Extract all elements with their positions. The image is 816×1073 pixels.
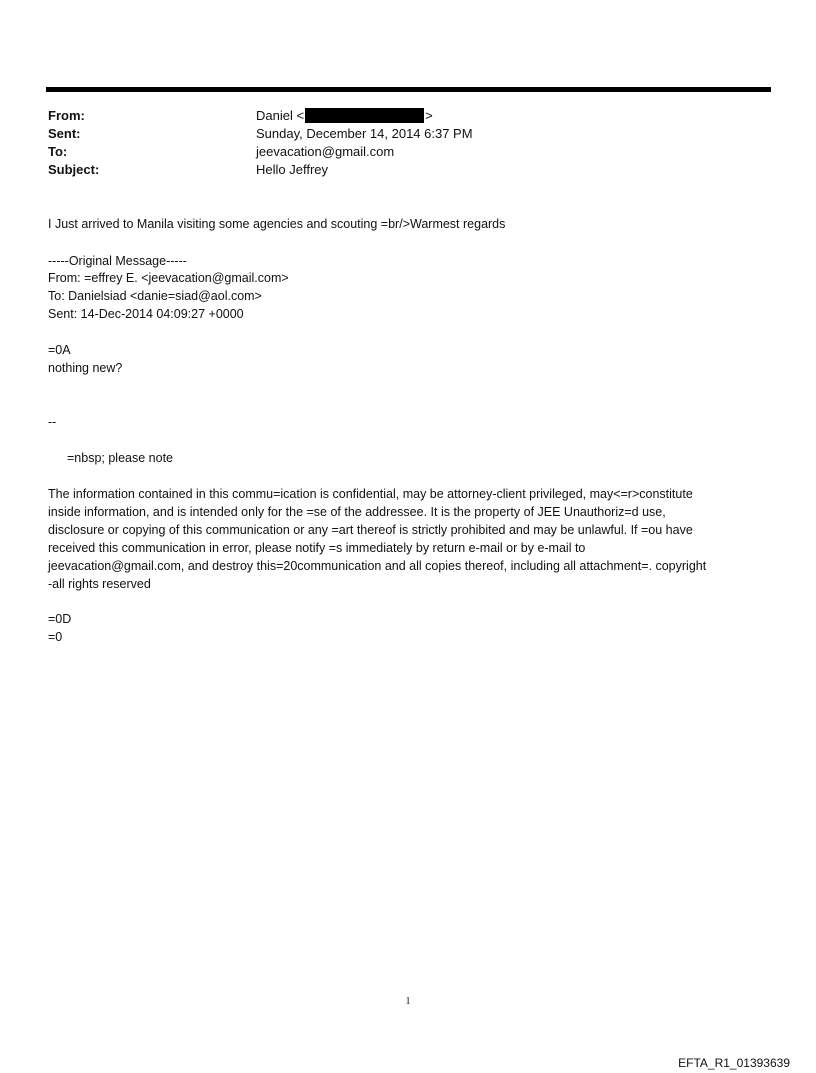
disclaimer-line: disclosure or copying of this communication or any =art thereof is strictly prohibited and may be unlawful. If =ou have [48,523,693,537]
disclaimer-line: -all rights reserved [48,577,151,591]
from-name: Daniel < [256,108,305,123]
body-line-1: I Just arrived to Manila visiting some agencies and scouting =br/>Warmest regards [48,217,506,231]
disclaimer-line: jeevacation@gmail.com, and destroy this=20communication and all copies thereof, including all attachment=. copyright [48,559,707,573]
original-sent: Sent: 14-Dec-2014 04:09:27 +0000 [48,307,244,321]
sent-label: Sent: [48,126,81,141]
nbsp-note: =nbsp; please note [67,451,173,465]
disclaimer-line: The information contained in this commu=ication is confidential, may be attorney-client privileged, may<=r>constitute [48,487,693,501]
disclaimer-line: inside information, and is intended only for the =se of the addressee. It is the property of JEE Unauthoriz=d use, [48,505,666,519]
original-to: To: Danielsiad <danie=siad@aol.com> [48,289,262,303]
code-0a: =0A [48,343,71,357]
code-0d: =0D [48,612,72,626]
sent-value: Sunday, December 14, 2014 6:37 PM [256,126,473,141]
original-message-marker: -----Original Message----- [48,254,187,268]
subject-value: Hello Jeffrey [256,162,329,177]
to-label: To: [48,144,68,159]
from-close: > [425,108,433,123]
code-0: =0 [48,630,63,644]
subject-label: Subject: [48,162,100,177]
to-value: jeevacation@gmail.com [256,144,395,159]
bates-number: EFTA_R1_01393639 [678,1056,790,1070]
redaction-bar [305,108,424,123]
original-from: From: =effrey E. <jeevacation@gmail.com> [48,271,289,285]
from-value [256,107,433,125]
disclaimer-line: received this communication in error, please notify =s immediately by return e-mail or by e-mail to [48,541,586,555]
disclaimer-paragraph [48,485,778,593]
page-number: 1 [405,996,411,1007]
signature-dashes: -- [48,415,57,429]
header-rule [46,87,771,92]
nothing-new-text: nothing new? [48,361,123,375]
from-label: From: [48,108,85,123]
